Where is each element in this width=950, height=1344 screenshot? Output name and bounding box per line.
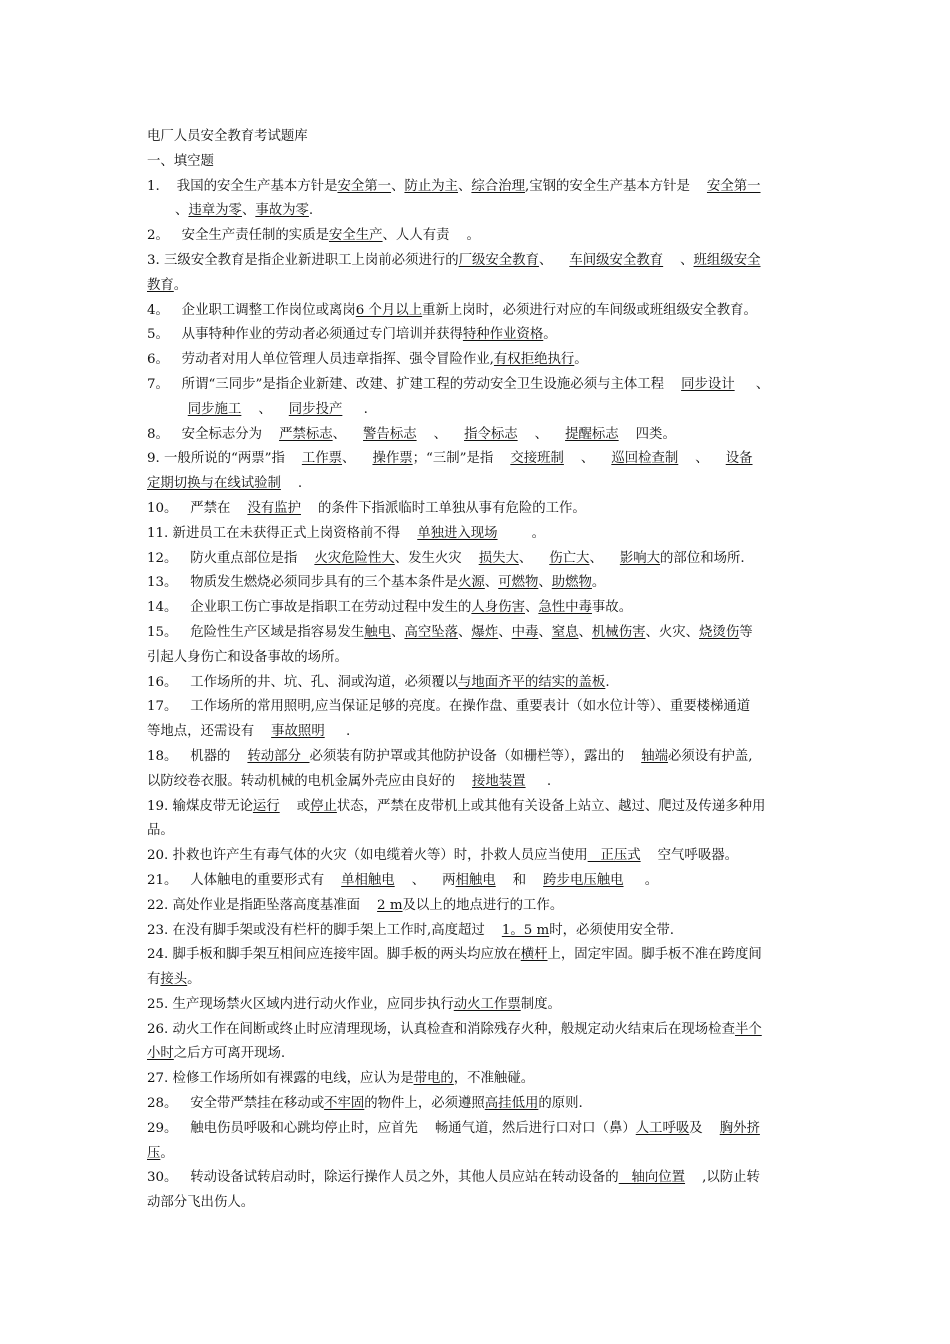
question-text: 8。 安全标志分为 xyxy=(147,426,280,442)
answer-blank: 半个 xyxy=(734,1021,762,1037)
answer-blank: 转动部分 xyxy=(247,748,310,764)
question-text: 11. 新进员工在未获得正式上岗资格前不得 xyxy=(147,525,418,541)
question-text: ，不准触碰。 xyxy=(453,1071,535,1087)
question-text: 13。 物质发生燃烧必须同步具有的三个基本条件是 xyxy=(147,575,459,591)
answer-blank: 人工呼吸 xyxy=(635,1120,690,1136)
question-line xyxy=(147,968,811,993)
question-text: 以防绞卷衣服。转动机械的电机金属外壳应由良好的 xyxy=(147,773,473,789)
answer-blank: 压 xyxy=(147,1145,161,1161)
question-text: 18。 机器的 xyxy=(147,748,248,764)
answer-blank: 可燃物 xyxy=(498,575,539,591)
question-line xyxy=(147,373,811,398)
question-line xyxy=(147,274,811,299)
answer-blank: 烧烫伤 xyxy=(699,624,740,640)
question-line xyxy=(147,1166,811,1191)
question-text: 20. 扑救也许产生有毒气体的火灾（如电缆着火等）时，扑救人员应当使用 xyxy=(147,848,588,864)
answer-blank: 损失大 xyxy=(478,550,519,566)
question-text: 时，必须使用安全带. xyxy=(549,922,674,938)
answer-blank: 严禁标志 xyxy=(279,426,333,442)
question-text xyxy=(175,402,188,417)
question-text: 4。 企业职工调整工作岗位或离岗 xyxy=(147,302,356,318)
question-text: 。 xyxy=(187,972,201,988)
question-text: 。 xyxy=(574,352,588,368)
question-text: 17。 工作场所的常用照明,应当保证足够的亮度。在操作盘、重要表计（如水位计等）、重要楼梯通道 xyxy=(147,699,751,715)
question-line xyxy=(147,646,811,671)
question-line xyxy=(147,175,811,200)
question-text: 和 xyxy=(495,872,544,888)
answer-blank: 安全生产 xyxy=(328,228,383,244)
answer-blank: 跨步电压触电 xyxy=(543,872,624,888)
question-line xyxy=(147,1142,811,1167)
question-line xyxy=(147,596,811,621)
question-line xyxy=(147,844,811,869)
answer-blank: 接地装置 xyxy=(472,773,526,789)
question-line xyxy=(147,571,811,596)
answer-blank: 同步施工 xyxy=(187,401,242,417)
question-text: 或 xyxy=(279,798,311,814)
question-text: 、 xyxy=(241,401,289,417)
question-text: 。 xyxy=(623,872,659,888)
question-text: 、 xyxy=(563,451,612,467)
question-line xyxy=(147,348,811,373)
question-text: 24. 脚手板和脚手架互相间应连接牢固。脚手板的两头均应放在 xyxy=(147,947,521,963)
question-line xyxy=(147,795,811,820)
question-text: 状态，严禁在皮带机上或其他有关设备上站立、越过、爬过及传递多种用 xyxy=(336,798,766,814)
question-text: 重新上岗时，必须进行对应的车间级或班组级安全教育。 xyxy=(422,302,757,318)
question-list xyxy=(147,175,811,1216)
question-text: . xyxy=(605,674,610,690)
answer-blank: 提醒标志 xyxy=(565,426,619,442)
answer-blank: 伤亡大 xyxy=(549,550,590,566)
question-text: 25. 生产现场禁火区域内进行动火作业，应同步执行 xyxy=(147,996,454,1012)
question-text: 、 xyxy=(391,178,405,194)
question-text: 、 xyxy=(663,252,694,268)
question-text: 引起人身伤亡和设备事故的场所。 xyxy=(147,649,348,665)
answer-blank: 巡回检查制 xyxy=(611,451,679,467)
question-text: 、 xyxy=(175,203,189,219)
question-text: 等 xyxy=(739,624,753,640)
question-text: 6。 劳动者对用人单位管理人员违章指挥、强令冒险作业, xyxy=(147,352,494,368)
question-text: 有 xyxy=(147,972,161,988)
answer-blank: 警告标志 xyxy=(363,426,417,442)
question-text: 22. 高处作业是指距坠落高度基准面 xyxy=(147,897,378,913)
question-text: 上，固定牢固。脚手板不准在跨度间 xyxy=(547,947,762,963)
answer-blank: 有权拒绝执行 xyxy=(493,352,575,368)
question-text: 、 xyxy=(484,575,499,591)
question-text: 2。 安全生产责任制的实质是 xyxy=(147,228,329,244)
question-line xyxy=(147,894,811,919)
question-text: 。 xyxy=(591,575,606,591)
question-text: 、 xyxy=(391,624,405,640)
question-text: 、 xyxy=(524,600,539,616)
answer-blank: 带电的 xyxy=(413,1071,454,1087)
question-text: 制度。 xyxy=(520,996,561,1012)
answer-blank: 人身伤害 xyxy=(471,600,525,616)
answer-blank: 火灾危险性大 xyxy=(314,550,395,566)
question-text: 。 xyxy=(173,277,188,293)
answer-blank: 安全第一 xyxy=(337,178,392,194)
question-text: 及 xyxy=(689,1120,720,1136)
question-text: 、发生火灾 xyxy=(394,550,479,566)
question-text: 14。 企业职工伤亡事故是指职工在劳动过程中发生的 xyxy=(147,600,472,616)
question-text: 、 xyxy=(458,178,472,194)
question-line xyxy=(147,1092,811,1117)
question-line xyxy=(147,472,811,497)
answer-blank: 机械伤害 xyxy=(591,624,646,640)
question-text: 。 xyxy=(497,525,546,541)
question-text: 、火灾、 xyxy=(645,624,700,640)
question-text: . xyxy=(324,724,351,740)
answer-blank: 助燃物 xyxy=(551,575,592,591)
question-line xyxy=(147,224,811,249)
answer-blank: 急性中毒 xyxy=(538,600,592,616)
question-text: 动部分飞出伤人。 xyxy=(147,1195,255,1211)
answer-blank: 正压式 xyxy=(587,848,641,864)
question-text: 3. 三级安全教育是指企业新进职工上岗前必须进行的 xyxy=(147,252,459,268)
answer-blank: 停止 xyxy=(310,798,337,814)
question-line xyxy=(147,943,811,968)
question-text: 事故。 xyxy=(591,600,633,616)
answer-blank: 横杆 xyxy=(520,947,548,963)
answer-blank: 违章为零 xyxy=(188,203,242,219)
question-line xyxy=(147,497,811,522)
question-line xyxy=(147,398,811,423)
question-line xyxy=(147,1067,811,1092)
answer-blank: 没有监护 xyxy=(247,500,301,516)
question-line xyxy=(147,869,811,894)
question-text: 、 xyxy=(332,426,364,442)
answer-blank: 设备 xyxy=(725,451,753,467)
question-text: 的部位和场所. xyxy=(660,550,745,566)
answer-blank: 1。5 m xyxy=(501,922,550,938)
question-line xyxy=(147,199,811,224)
answer-blank: 特种作业资格 xyxy=(462,327,544,343)
question-text: 的物件上，必须遵照 xyxy=(364,1096,485,1112)
answer-blank: 火源 xyxy=(458,575,485,591)
question-text: 27. 检修工作场所如有裸露的电线，应认为是 xyxy=(147,1071,414,1087)
question-line xyxy=(147,1117,811,1142)
question-text: 、 xyxy=(458,624,472,640)
answer-blank: 同步投产 xyxy=(288,401,343,417)
answer-blank: 事故为零 xyxy=(255,203,309,219)
section-heading: 一、填空题 xyxy=(147,153,214,169)
question-text: 、 xyxy=(538,575,552,591)
answer-blank: 定期切换与在线试验制 xyxy=(147,476,281,492)
answer-blank: 事故照明 xyxy=(271,724,325,740)
question-text: 、 xyxy=(498,624,512,640)
answer-blank: 与地面齐平的结实的盖板 xyxy=(458,674,606,690)
question-text: ,以防止转 xyxy=(685,1170,760,1186)
question-line xyxy=(147,323,811,348)
answer-blank: 操作票 xyxy=(372,451,413,467)
answer-blank: 动火工作票 xyxy=(453,996,521,1012)
question-text: 、 xyxy=(589,550,620,566)
answer-blank: 厂级安全教育 xyxy=(458,252,539,268)
question-text: 空气呼吸器。 xyxy=(640,848,738,864)
question-text: 。 xyxy=(160,1145,174,1161)
answer-blank: 轴向位置 xyxy=(618,1170,686,1186)
question-text: 16。 工作场所的井、坑、孔、洞或沟道，必须覆以 xyxy=(147,674,459,690)
question-text: 26. 动火工作在间断或终止时应清理现场，认真检查和消除残存火种，般规定动火结束后在现场检查 xyxy=(147,1021,735,1037)
answer-blank: 防止为主 xyxy=(404,178,459,194)
question-text: 等地点，还需设有 xyxy=(147,724,272,740)
question-line xyxy=(147,745,811,770)
question-text: 15。 危险性生产区域是指容易发生 xyxy=(147,624,365,640)
answer-blank: 指令标志 xyxy=(464,426,518,442)
question-text: 1. 我国的安全生产基本方针是 xyxy=(147,178,338,194)
question-text: 28。 安全带严禁挂在移动或 xyxy=(147,1096,325,1112)
question-text: 29。 触电伤员呼吸和心跳均停止时，应首先 畅通气道，然后进行口对口（鼻） xyxy=(147,1120,636,1136)
question-line xyxy=(147,671,811,696)
answer-blank: 班组级安全 xyxy=(693,252,761,268)
question-line xyxy=(147,447,811,472)
question-line xyxy=(147,621,811,646)
question-text: 12。 防火重点部位是指 xyxy=(147,550,315,566)
answer-blank: 小时 xyxy=(147,1046,174,1062)
question-text: 及以上的地点进行的工作。 xyxy=(402,897,564,913)
question-line xyxy=(147,1191,811,1216)
question-text: ,宝钢的安全生产基本方针是 xyxy=(524,178,707,194)
answer-blank: 爆炸 xyxy=(471,624,499,640)
question-text: 、 xyxy=(416,426,465,442)
question-text: 23. 在没有脚手架或没有栏杆的脚手架上工作时,高度超过 xyxy=(147,922,502,938)
answer-blank: 相触电 xyxy=(455,872,496,888)
question-text: . xyxy=(342,401,368,417)
question-line xyxy=(147,819,811,844)
answer-blank: 胸外挤 xyxy=(719,1120,760,1136)
question-text: . xyxy=(525,773,552,789)
document-title: 电厂人员安全教育考试题库 xyxy=(147,129,308,144)
question-line xyxy=(147,423,811,448)
question-text: 19. 输煤皮带无论 xyxy=(147,798,253,814)
question-text: 的原则. xyxy=(538,1096,583,1112)
answer-blank: 单独进入现场 xyxy=(417,525,498,541)
question-text: 21。 人体触电的重要形式有 xyxy=(147,872,342,888)
answer-blank: 综合治理 xyxy=(471,178,525,194)
answer-blank: 单相触电 xyxy=(341,872,395,888)
answer-blank: 交接班制 xyxy=(510,451,564,467)
answer-blank: 中毒 xyxy=(511,624,539,640)
answer-blank: 车间级安全教育 xyxy=(569,252,664,268)
answer-blank: 安全第一 xyxy=(706,178,761,194)
answer-blank: 窒息 xyxy=(551,624,579,640)
answer-blank: 教育 xyxy=(147,277,174,293)
answer-blank: 轴端 xyxy=(641,748,668,764)
question-line xyxy=(147,1018,811,1043)
answer-blank: 同步设计 xyxy=(681,376,735,392)
question-text: 必须装有防护罩或其他防护设备（如栅栏等），露出的 xyxy=(309,748,642,764)
question-text: 30。 转动设备试转启动时，除运行操作人员之外，其他人员应站在转动设备的 xyxy=(147,1170,619,1186)
answer-blank: 高空坠落 xyxy=(404,624,459,640)
question-text: 、人人有责 。 xyxy=(382,228,480,244)
question-text: 之后方可离开现场. xyxy=(173,1046,286,1062)
question-text: . xyxy=(280,476,303,492)
question-text: 必须设有护盖, xyxy=(667,748,753,764)
question-text: 、 xyxy=(342,451,373,467)
question-text: 四类。 xyxy=(618,426,676,442)
answer-blank: 运行 xyxy=(252,798,280,814)
answer-blank: 触电 xyxy=(364,624,392,640)
question-line xyxy=(147,522,811,547)
question-text: 、 xyxy=(518,550,550,566)
question-text: 的条件下指派临时工单独从事有危险的工作。 xyxy=(300,500,586,516)
question-line xyxy=(147,1042,811,1067)
answer-blank: 接头 xyxy=(160,972,188,988)
question-text: 10。 严禁在 xyxy=(147,500,248,516)
answer-blank: 工作票 xyxy=(301,451,343,467)
question-line xyxy=(147,299,811,324)
question-line xyxy=(147,770,811,795)
question-text: . xyxy=(308,203,314,219)
question-text: 、 xyxy=(241,203,256,219)
question-text: 、 xyxy=(517,426,566,442)
question-text: 、 xyxy=(578,624,592,640)
answer-blank: 不牢固 xyxy=(324,1096,365,1112)
question-line xyxy=(147,720,811,745)
question-text: 、 两 xyxy=(394,872,456,888)
question-line xyxy=(147,993,811,1018)
question-line xyxy=(147,547,811,572)
answer-blank: 2 m xyxy=(377,897,403,913)
question-text: 、 xyxy=(538,624,552,640)
answer-blank: 6 个月以上 xyxy=(355,302,423,318)
answer-blank: 影响大 xyxy=(619,550,661,566)
question-text: ；“三制”是指 xyxy=(412,451,511,467)
question-text: 7。 所谓“三同步”是指企业新建、改建、扩建工程的劳动安全卫生设施必须与主体工程 xyxy=(147,376,682,392)
answer-blank: 高挂低用 xyxy=(484,1096,539,1112)
question-text: 、 xyxy=(734,376,770,392)
question-text: 、 xyxy=(678,451,726,467)
question-text: 9. 一般所说的“两票”指 xyxy=(147,451,302,467)
question-text: 5。 从事特种作业的劳动者必须通过专门培训并获得 xyxy=(147,327,463,343)
question-line xyxy=(147,919,811,944)
question-line xyxy=(147,695,811,720)
question-text: 。 xyxy=(543,327,557,343)
exam-document xyxy=(147,125,811,1216)
question-text: 、 xyxy=(538,252,570,268)
question-text: 品。 xyxy=(147,823,174,839)
question-line xyxy=(147,249,811,274)
